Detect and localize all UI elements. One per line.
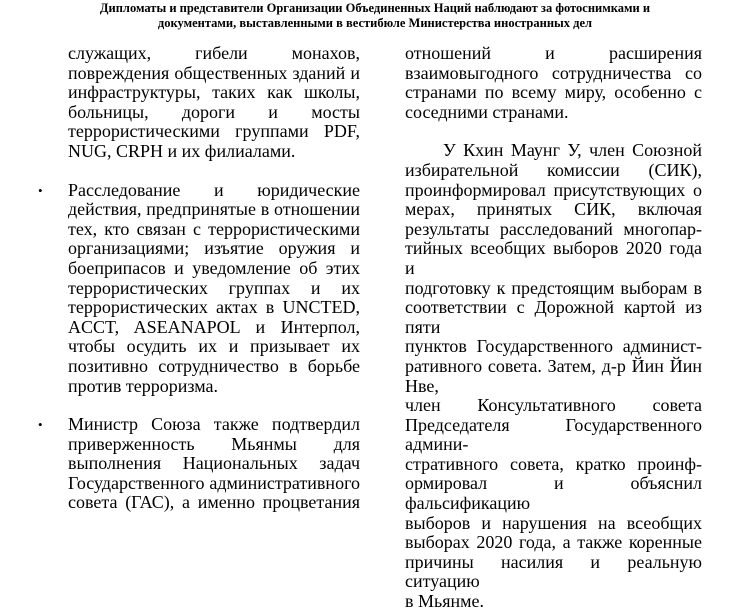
text-line: соответствии с Дорожной картой из пяти bbox=[405, 297, 702, 337]
text-line: служащих, гибели монахов, bbox=[68, 43, 360, 63]
bullet-icon: • bbox=[38, 417, 43, 433]
text-line: стративного совета, кратко проинф- bbox=[405, 453, 702, 474]
text-line: пунктов Государственного админист- bbox=[405, 336, 702, 357]
text-line: террористическими группами PDF, bbox=[68, 121, 360, 142]
photo-caption bbox=[0, 1, 750, 31]
text-line: инфраструктуры, таких как школы, bbox=[68, 82, 360, 103]
text-line: соседними странами. bbox=[405, 101, 569, 122]
text-line: причины насилия и реальную ситуацию bbox=[405, 551, 702, 592]
left-column bbox=[38, 43, 360, 513]
text-line: организациями; изъятие оружия и bbox=[68, 238, 360, 259]
text-line: ормировал и объяснил фальсификацию bbox=[405, 473, 702, 514]
text-line: отношений и расширения bbox=[405, 43, 702, 63]
text-line: Расследование и юридические bbox=[68, 179, 360, 200]
text-line: тийных всеобщих выборов 2020 года и bbox=[405, 238, 702, 278]
bullet-item bbox=[38, 414, 360, 513]
text-line: Председателя Государственного админи- bbox=[405, 414, 702, 455]
text-line: выполнения Национальных задач bbox=[68, 453, 360, 474]
text-line: проинформировал присутствующих о bbox=[405, 179, 702, 200]
text-line: террористических группах и их bbox=[68, 277, 360, 298]
continued-paragraph bbox=[405, 44, 702, 122]
caption-line: документами, выставленными в вестибюле Министерства иностранных дел bbox=[157, 16, 593, 30]
text-line: против терроризма. bbox=[68, 375, 218, 396]
text-line: больницы, дороги и мосты bbox=[68, 101, 360, 122]
caption-line: Дипломаты и представители Организации Объединенных Наций наблюдают за фотоснимками и bbox=[99, 1, 651, 15]
paragraph bbox=[405, 141, 702, 611]
text-line: совета (ГАС), а именно процветания bbox=[68, 492, 360, 513]
text-line: избирательной комиссии (СИК), bbox=[405, 159, 702, 180]
text-line: ративного совета. Затем, д-р Йин Йин Нве, bbox=[405, 355, 702, 396]
text-line: Министр Союза также подтвердил bbox=[68, 414, 360, 435]
text-line: Государственного административного bbox=[68, 472, 360, 493]
text-line: позитивно сотрудничество в борьбе bbox=[68, 355, 360, 376]
text-line: подготовку к предстоящим выборам в bbox=[405, 277, 702, 298]
text-line: выборах 2020 года, а также коренные bbox=[405, 532, 702, 553]
text-line: NUG, CRPH и их филиалами. bbox=[68, 140, 296, 161]
text-line: действия, предпринятые в отношении bbox=[68, 199, 360, 220]
text-line: странами по всему миру, особенно с bbox=[405, 82, 702, 103]
text-line: чтобы осудить их и призывает их bbox=[68, 336, 360, 357]
bullet-item bbox=[38, 179, 360, 397]
right-column bbox=[405, 44, 702, 612]
text-line: в Мьянме. bbox=[405, 591, 485, 612]
text-line: У Кхин Маунг У, член Союзной bbox=[443, 140, 702, 161]
text-line: террористических актах в UNCTED, bbox=[68, 297, 360, 318]
continued-paragraph bbox=[68, 44, 360, 162]
text-line: приверженность Мьянмы для bbox=[68, 433, 360, 454]
text-line: боеприпасов и уведомление об этих bbox=[68, 257, 360, 278]
text-line: тех, кто связан с террористическими bbox=[68, 218, 360, 239]
text-line: выборов и нарушения на всеобщих bbox=[405, 512, 702, 533]
text-line: взаимовыгодного сотрудничества со bbox=[405, 62, 702, 83]
text-line: ACCT, ASEANAPOL и Интерпол, bbox=[68, 316, 360, 337]
text-line: член Консультативного совета bbox=[405, 395, 702, 416]
text-line: повреждения общественных зданий и bbox=[68, 62, 360, 83]
text-line: результаты расследований многопар- bbox=[405, 218, 702, 239]
bullet-icon: • bbox=[38, 182, 43, 198]
text-line: мерах, принятых СИК, включая bbox=[405, 199, 702, 220]
